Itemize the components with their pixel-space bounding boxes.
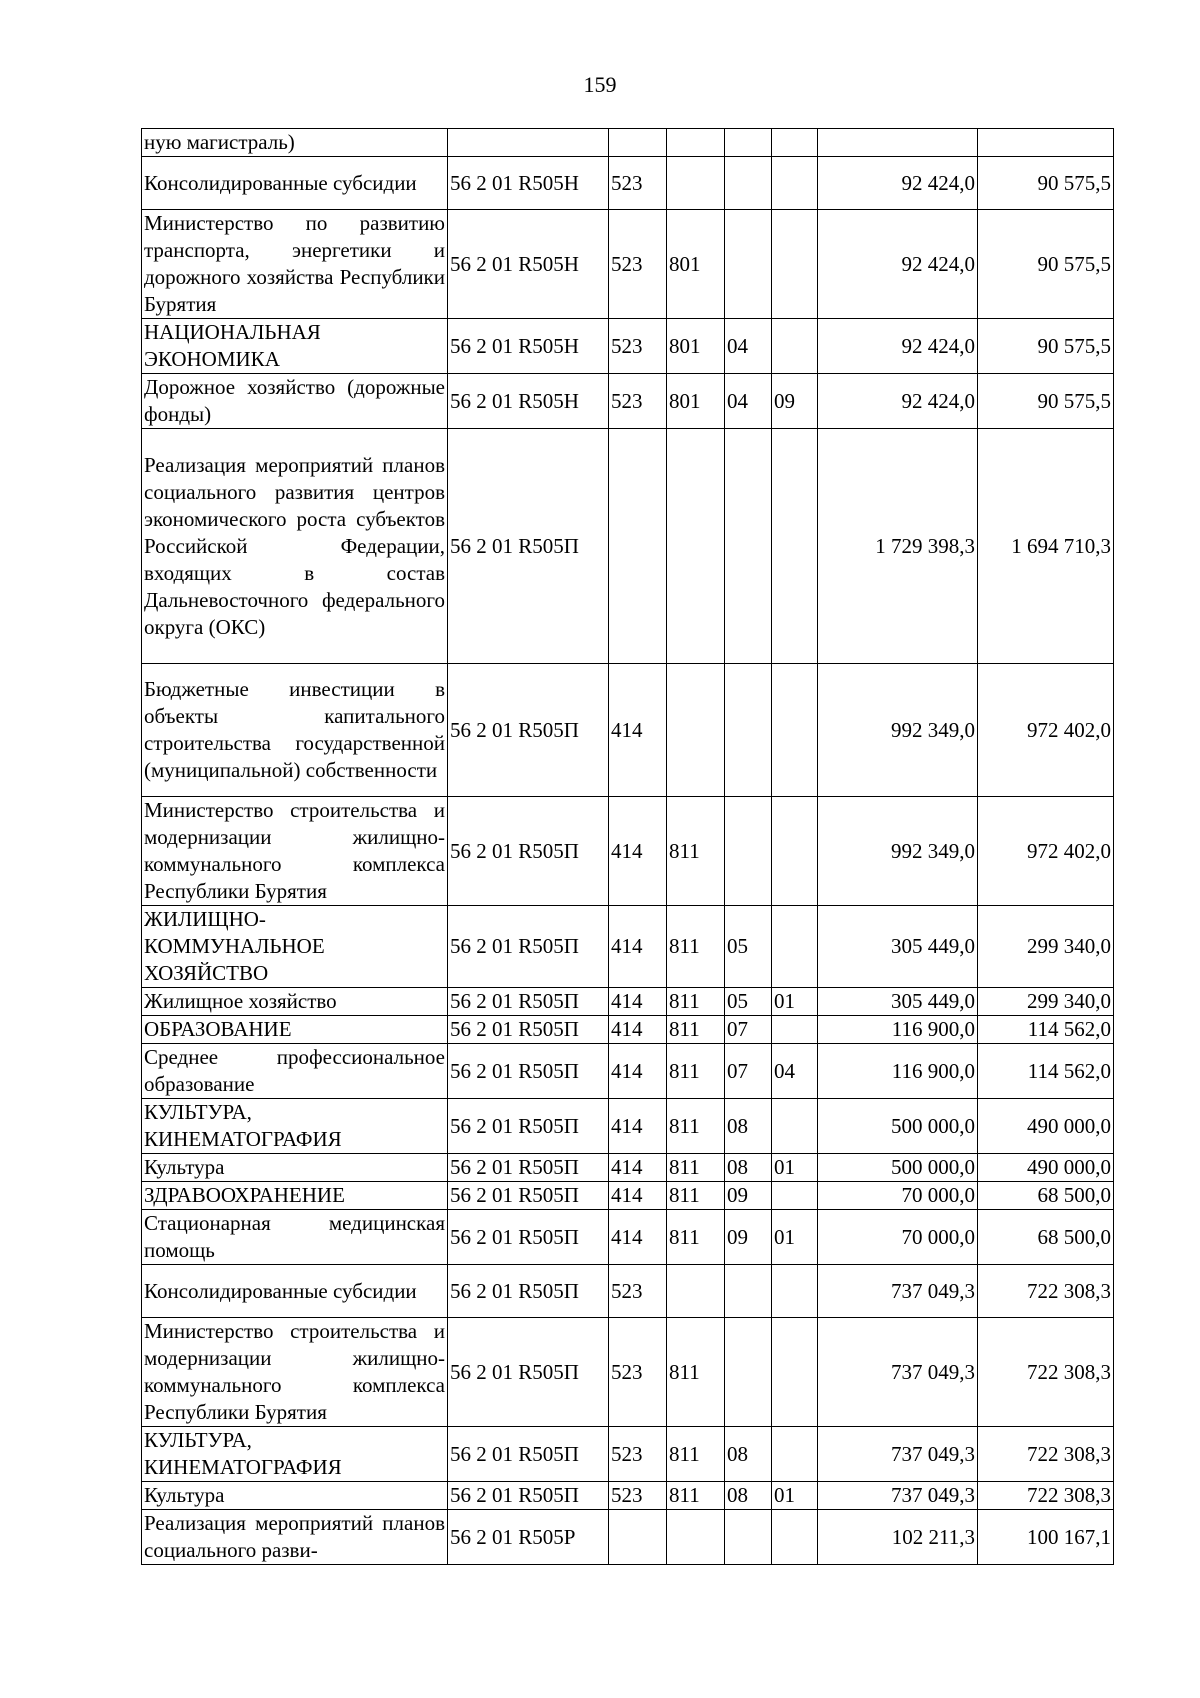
row-amount-1: 70 000,0 — [818, 1182, 978, 1210]
row-amount-1: 500 000,0 — [818, 1099, 978, 1154]
row-name: НАЦИОНАЛЬНАЯ ЭКОНОМИКА — [142, 319, 448, 374]
row-amount-1: 992 349,0 — [818, 797, 978, 906]
row-expense-type: 523 — [609, 1265, 667, 1318]
row-amount-1: 92 424,0 — [818, 319, 978, 374]
row-section: 08 — [725, 1099, 772, 1154]
row-administrator: 811 — [667, 1044, 725, 1099]
row-section: 08 — [725, 1427, 772, 1482]
table-row — [142, 1265, 1114, 1318]
row-name: Реализация мероприятий планов социального развития центров экономического роста субъектов Российской Федерации, входящих в состав Дальневосточного федерального округа (ОКС) — [142, 429, 448, 664]
row-subsection — [772, 1318, 818, 1427]
row-subsection — [772, 319, 818, 374]
row-amount-2: 722 308,3 — [978, 1482, 1114, 1510]
row-expense-type: 523 — [609, 319, 667, 374]
row-name: Культура — [142, 1154, 448, 1182]
row-administrator: 811 — [667, 1016, 725, 1044]
row-administrator — [667, 429, 725, 664]
row-expense-type: 414 — [609, 1154, 667, 1182]
row-expense-type: 414 — [609, 906, 667, 988]
row-amount-2: 490 000,0 — [978, 1154, 1114, 1182]
row-amount-1: 737 049,3 — [818, 1427, 978, 1482]
row-amount-1: 102 211,3 — [818, 1510, 978, 1565]
row-amount-1: 116 900,0 — [818, 1044, 978, 1099]
row-section: 09 — [725, 1210, 772, 1265]
row-subsection: 04 — [772, 1044, 818, 1099]
table-row — [142, 374, 1114, 429]
row-name: ОБРАЗОВАНИЕ — [142, 1016, 448, 1044]
row-amount-2: 722 308,3 — [978, 1265, 1114, 1318]
row-amount-1: 92 424,0 — [818, 374, 978, 429]
row-section — [725, 129, 772, 157]
row-section: 08 — [725, 1482, 772, 1510]
row-expense-type: 414 — [609, 1016, 667, 1044]
table-row — [142, 1016, 1114, 1044]
row-subsection — [772, 210, 818, 319]
row-name: КУЛЬТУРА, КИНЕМАТОГРАФИЯ — [142, 1427, 448, 1482]
row-section: 07 — [725, 1016, 772, 1044]
row-amount-2: 299 340,0 — [978, 988, 1114, 1016]
row-administrator: 811 — [667, 1182, 725, 1210]
row-administrator: 811 — [667, 988, 725, 1016]
row-amount-2: 114 562,0 — [978, 1044, 1114, 1099]
row-subsection — [772, 906, 818, 988]
row-amount-2 — [978, 129, 1114, 157]
row-name: Среднее профессиональное образование — [142, 1044, 448, 1099]
row-code: 56 2 01 R505П — [448, 1427, 609, 1482]
row-amount-2: 1 694 710,3 — [978, 429, 1114, 664]
row-amount-1: 737 049,3 — [818, 1265, 978, 1318]
row-amount-1: 92 424,0 — [818, 157, 978, 210]
row-amount-2: 114 562,0 — [978, 1016, 1114, 1044]
row-administrator — [667, 129, 725, 157]
row-section: 09 — [725, 1182, 772, 1210]
row-amount-2: 90 575,5 — [978, 374, 1114, 429]
row-code: 56 2 01 R505Н — [448, 210, 609, 319]
row-amount-1: 500 000,0 — [818, 1154, 978, 1182]
row-name: ную магистраль) — [142, 129, 448, 157]
page-number: 159 — [583, 72, 617, 97]
table-row — [142, 1182, 1114, 1210]
row-expense-type: 523 — [609, 1482, 667, 1510]
row-administrator: 811 — [667, 1318, 725, 1427]
row-amount-2: 68 500,0 — [978, 1182, 1114, 1210]
row-name: Дорожное хозяйство (дорожные фонды) — [142, 374, 448, 429]
row-administrator: 801 — [667, 319, 725, 374]
row-section — [725, 1265, 772, 1318]
row-code: 56 2 01 R505П — [448, 1210, 609, 1265]
row-code: 56 2 01 R505П — [448, 429, 609, 664]
row-administrator: 811 — [667, 1154, 725, 1182]
row-amount-2: 972 402,0 — [978, 797, 1114, 906]
row-administrator — [667, 1265, 725, 1318]
row-administrator: 811 — [667, 1482, 725, 1510]
row-subsection: 01 — [772, 1482, 818, 1510]
row-expense-type: 414 — [609, 988, 667, 1016]
row-code: 56 2 01 R505П — [448, 1154, 609, 1182]
row-administrator: 801 — [667, 210, 725, 319]
row-section: 08 — [725, 1154, 772, 1182]
row-section — [725, 664, 772, 797]
row-administrator: 811 — [667, 1427, 725, 1482]
row-subsection: 01 — [772, 988, 818, 1016]
row-subsection — [772, 1265, 818, 1318]
row-name: Министерство по развитию транспорта, энергетики и дорожного хозяйства Республики Бурятия — [142, 210, 448, 319]
row-amount-2: 90 575,5 — [978, 319, 1114, 374]
row-amount-2: 90 575,5 — [978, 210, 1114, 319]
row-subsection — [772, 797, 818, 906]
row-section: 05 — [725, 906, 772, 988]
table-row — [142, 1482, 1114, 1510]
table-row — [142, 1154, 1114, 1182]
row-section — [725, 429, 772, 664]
row-section: 04 — [725, 319, 772, 374]
row-amount-1: 1 729 398,3 — [818, 429, 978, 664]
table-row — [142, 664, 1114, 797]
row-administrator: 811 — [667, 797, 725, 906]
row-expense-type: 523 — [609, 210, 667, 319]
row-subsection — [772, 1510, 818, 1565]
row-expense-type: 414 — [609, 1210, 667, 1265]
table-row — [142, 129, 1114, 157]
row-code: 56 2 01 R505Н — [448, 157, 609, 210]
row-administrator: 801 — [667, 374, 725, 429]
row-amount-2: 722 308,3 — [978, 1318, 1114, 1427]
row-code: 56 2 01 R505П — [448, 1318, 609, 1427]
row-expense-type: 523 — [609, 1318, 667, 1427]
row-amount-1: 92 424,0 — [818, 210, 978, 319]
row-amount-2: 100 167,1 — [978, 1510, 1114, 1565]
row-subsection — [772, 129, 818, 157]
table-row — [142, 429, 1114, 664]
table-row — [142, 1044, 1114, 1099]
row-code: 56 2 01 R505П — [448, 797, 609, 906]
row-expense-type: 414 — [609, 1099, 667, 1154]
row-code: 56 2 01 R505П — [448, 1016, 609, 1044]
row-expense-type: 523 — [609, 374, 667, 429]
row-name: Жилищное хозяйство — [142, 988, 448, 1016]
row-section: 05 — [725, 988, 772, 1016]
row-name: Реализация мероприятий планов социального разви- — [142, 1510, 448, 1565]
row-amount-2: 90 575,5 — [978, 157, 1114, 210]
row-expense-type: 414 — [609, 1044, 667, 1099]
row-administrator — [667, 157, 725, 210]
row-name: Министерство строительства и модернизации жилищно-коммунального комплекса Республики Бурятия — [142, 1318, 448, 1427]
row-amount-2: 722 308,3 — [978, 1427, 1114, 1482]
row-administrator: 811 — [667, 1210, 725, 1265]
row-section — [725, 210, 772, 319]
row-section — [725, 1318, 772, 1427]
row-section: 07 — [725, 1044, 772, 1099]
row-subsection — [772, 1427, 818, 1482]
row-amount-1: 305 449,0 — [818, 906, 978, 988]
row-administrator — [667, 1510, 725, 1565]
table-row — [142, 988, 1114, 1016]
row-code — [448, 129, 609, 157]
table-row — [142, 319, 1114, 374]
row-code: 56 2 01 R505П — [448, 664, 609, 797]
row-administrator — [667, 664, 725, 797]
table-row — [142, 1427, 1114, 1482]
row-section — [725, 797, 772, 906]
row-code: 56 2 01 R505П — [448, 1044, 609, 1099]
row-code: 56 2 01 R505Р — [448, 1510, 609, 1565]
row-subsection — [772, 1099, 818, 1154]
row-subsection — [772, 429, 818, 664]
budget-table — [141, 128, 1114, 1565]
row-amount-2: 972 402,0 — [978, 664, 1114, 797]
row-section — [725, 1510, 772, 1565]
row-code: 56 2 01 R505Н — [448, 319, 609, 374]
row-expense-type: 414 — [609, 797, 667, 906]
row-amount-1: 116 900,0 — [818, 1016, 978, 1044]
row-amount-1: 737 049,3 — [818, 1482, 978, 1510]
row-name: ЗДРАВООХРАНЕНИЕ — [142, 1182, 448, 1210]
row-amount-2: 68 500,0 — [978, 1210, 1114, 1265]
row-name: Бюджетные инвестиции в объекты капитального строительства государственной (муниципальной) собственности — [142, 664, 448, 797]
row-subsection — [772, 1182, 818, 1210]
row-subsection: 01 — [772, 1154, 818, 1182]
row-amount-1 — [818, 129, 978, 157]
row-expense-type — [609, 429, 667, 664]
row-amount-1: 305 449,0 — [818, 988, 978, 1016]
row-amount-2: 490 000,0 — [978, 1099, 1114, 1154]
row-expense-type: 523 — [609, 1427, 667, 1482]
row-amount-1: 70 000,0 — [818, 1210, 978, 1265]
table-row — [142, 1510, 1114, 1565]
row-name: Министерство строительства и модернизации жилищно-коммунального комплекса Республики Бурятия — [142, 797, 448, 906]
row-amount-1: 992 349,0 — [818, 664, 978, 797]
row-code: 56 2 01 R505П — [448, 1099, 609, 1154]
row-name: КУЛЬТУРА, КИНЕМАТОГРАФИЯ — [142, 1099, 448, 1154]
row-expense-type: 414 — [609, 664, 667, 797]
row-expense-type: 414 — [609, 1182, 667, 1210]
row-amount-1: 737 049,3 — [818, 1318, 978, 1427]
row-code: 56 2 01 R505П — [448, 988, 609, 1016]
table-row — [142, 1210, 1114, 1265]
row-code: 56 2 01 R505П — [448, 1482, 609, 1510]
row-name: ЖИЛИЩНО-КОММУНАЛЬНОЕ ХОЗЯЙСТВО — [142, 906, 448, 988]
row-section — [725, 157, 772, 210]
table-row — [142, 1099, 1114, 1154]
row-name: Консолидированные субсидии — [142, 157, 448, 210]
row-subsection — [772, 1016, 818, 1044]
row-name: Культура — [142, 1482, 448, 1510]
row-amount-2: 299 340,0 — [978, 906, 1114, 988]
row-code: 56 2 01 R505П — [448, 906, 609, 988]
row-subsection: 09 — [772, 374, 818, 429]
table-row — [142, 797, 1114, 906]
row-subsection: 01 — [772, 1210, 818, 1265]
row-expense-type — [609, 129, 667, 157]
row-administrator: 811 — [667, 1099, 725, 1154]
row-expense-type — [609, 1510, 667, 1565]
row-code: 56 2 01 R505Н — [448, 374, 609, 429]
row-code: 56 2 01 R505П — [448, 1182, 609, 1210]
table-row — [142, 157, 1114, 210]
row-administrator: 811 — [667, 906, 725, 988]
row-code: 56 2 01 R505П — [448, 1265, 609, 1318]
row-name: Консолидированные субсидии — [142, 1265, 448, 1318]
row-section: 04 — [725, 374, 772, 429]
table-row — [142, 906, 1114, 988]
table-row — [142, 210, 1114, 319]
row-subsection — [772, 664, 818, 797]
table-row — [142, 1318, 1114, 1427]
row-subsection — [772, 157, 818, 210]
row-name: Стационарная медицинская помощь — [142, 1210, 448, 1265]
row-expense-type: 523 — [609, 157, 667, 210]
